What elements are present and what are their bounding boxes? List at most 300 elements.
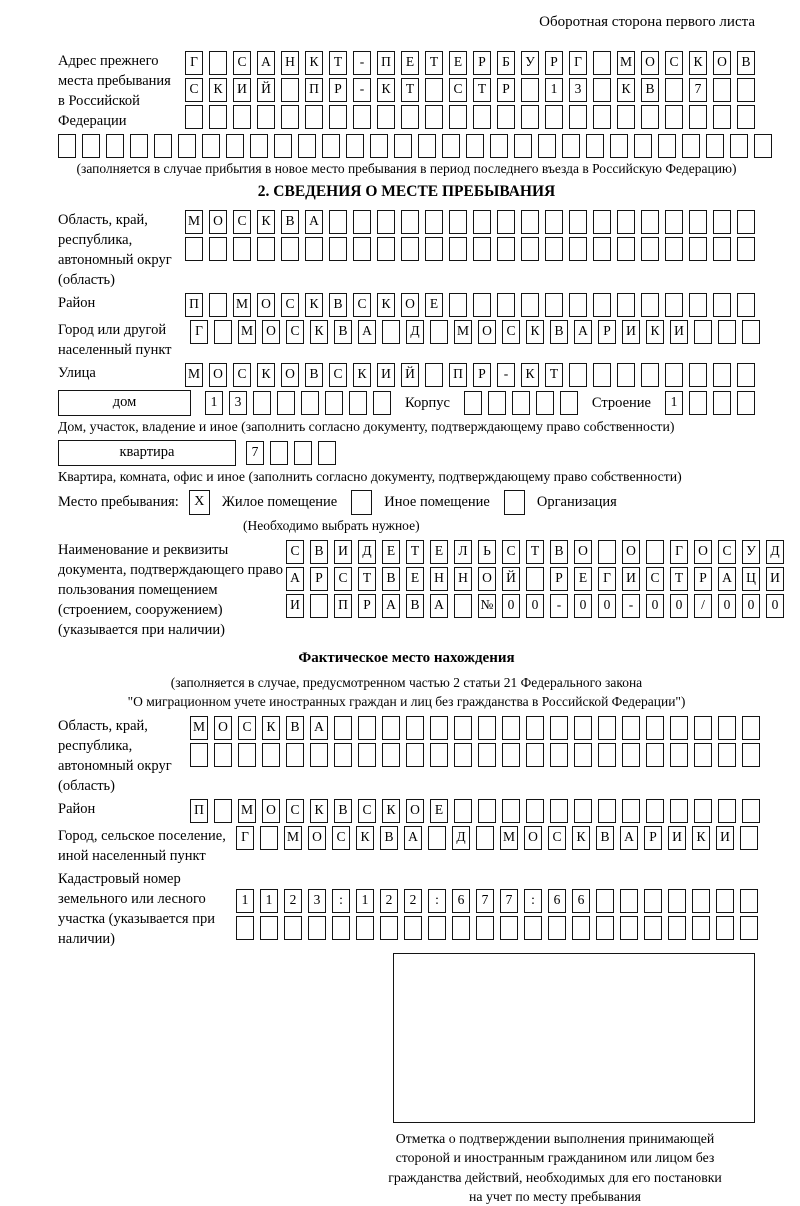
- city-label: Город или другой населенный пункт: [58, 322, 172, 358]
- char-cell: И: [670, 320, 688, 344]
- char-cell: А: [574, 320, 592, 344]
- char-cell: Г: [236, 826, 254, 850]
- char-cell: С: [233, 363, 251, 387]
- char-cell: -: [353, 51, 371, 75]
- char-cell: К: [257, 210, 275, 234]
- field-cadastral: [58, 869, 755, 949]
- char-cell: М: [454, 320, 472, 344]
- char-cell: [586, 134, 604, 158]
- char-cell: О: [713, 51, 731, 75]
- char-cell: [452, 916, 470, 940]
- char-cell: Р: [473, 363, 491, 387]
- char-cell: А: [430, 594, 448, 618]
- char-cell: В: [305, 363, 323, 387]
- char-cell: 1: [356, 889, 374, 913]
- char-cell: К: [257, 363, 275, 387]
- char-cell: С: [281, 293, 299, 317]
- char-grid-cadastral-1: [236, 889, 758, 913]
- char-cell: Р: [550, 567, 568, 591]
- char-cell: [329, 105, 347, 129]
- char-cell: [742, 743, 760, 767]
- stamp-caption-line-3: гражданства действий, необходимых для его постановки: [388, 1169, 722, 1185]
- char-cell: [644, 889, 662, 913]
- char-cell: [305, 105, 323, 129]
- char-cell: А: [310, 716, 328, 740]
- stamp-caption-line-4: на учет по месту пребывания: [469, 1188, 641, 1204]
- char-cell: [497, 293, 515, 317]
- stay-type-note: (Необходимо выбрать нужное): [243, 518, 420, 533]
- char-cell: В: [329, 293, 347, 317]
- char-cell: [401, 210, 419, 234]
- char-grid-prev-address-2: [185, 78, 755, 102]
- char-cell: Ь: [478, 540, 496, 564]
- korpus-label: Корпус: [405, 395, 450, 411]
- page-title: Оборотная сторона первого листа: [539, 14, 755, 30]
- char-cell: [488, 391, 506, 415]
- stay-type-row: [58, 490, 755, 515]
- char-cell: С: [233, 51, 251, 75]
- field-document: [58, 540, 780, 640]
- char-cell: [358, 716, 376, 740]
- char-cell: [185, 105, 203, 129]
- char-cell: [569, 237, 587, 261]
- stamp-box: [393, 953, 755, 1123]
- char-cell: К: [377, 293, 395, 317]
- char-cell: [454, 799, 472, 823]
- stay-type-option-organization: Организация: [536, 494, 617, 510]
- char-cell: [598, 799, 616, 823]
- char-cell: [545, 293, 563, 317]
- char-cell: [353, 210, 371, 234]
- char-cell: [737, 363, 755, 387]
- char-cell: А: [305, 210, 323, 234]
- char-cell: [689, 237, 707, 261]
- char-cell: [502, 716, 520, 740]
- char-cell: [593, 51, 611, 75]
- char-grid-factual-region-1: [190, 716, 760, 740]
- char-cell: [356, 916, 374, 940]
- char-cell: [106, 134, 124, 158]
- field-street: [58, 363, 755, 387]
- char-grid-city: [190, 320, 760, 344]
- char-cell: 1: [236, 889, 254, 913]
- char-cell: С: [358, 799, 376, 823]
- char-cell: [545, 105, 563, 129]
- char-cell: [694, 716, 712, 740]
- char-cell: [670, 716, 688, 740]
- char-cell: [737, 391, 755, 415]
- char-cell: Е: [430, 799, 448, 823]
- char-cell: С: [238, 716, 256, 740]
- char-cell: Р: [329, 78, 347, 102]
- previous-address-note: (заполняется в случае прибытия в новое место пребывания в период последнего въезда в Российскую Федерацию): [76, 161, 737, 176]
- char-cell: [598, 743, 616, 767]
- char-cell: [646, 716, 664, 740]
- char-cell: /: [694, 594, 712, 618]
- char-cell: М: [238, 320, 256, 344]
- char-cell: [596, 889, 614, 913]
- char-cell: Д: [358, 540, 376, 564]
- char-cell: У: [521, 51, 539, 75]
- char-cell: [428, 916, 446, 940]
- char-cell: Е: [382, 540, 400, 564]
- char-cell: [526, 716, 544, 740]
- field-city: [58, 320, 755, 360]
- char-cell: К: [305, 51, 323, 75]
- char-cell: М: [500, 826, 518, 850]
- char-cell: В: [550, 320, 568, 344]
- char-cell: [574, 799, 592, 823]
- char-cell: [497, 210, 515, 234]
- char-cell: [500, 916, 518, 940]
- char-cell: [332, 916, 350, 940]
- char-cell: [593, 293, 611, 317]
- field-factual-region: [58, 716, 755, 796]
- char-cell: [694, 743, 712, 767]
- char-cell: [737, 78, 755, 102]
- section2-title: 2. СВЕДЕНИЯ О МЕСТЕ ПРЕБЫВАНИЯ: [257, 183, 556, 200]
- char-cell: Г: [569, 51, 587, 75]
- char-cell: К: [572, 826, 590, 850]
- char-cell: [449, 293, 467, 317]
- char-cell: О: [209, 210, 227, 234]
- factual-region-label: Область, край, республика, автономный округ (область): [58, 718, 172, 794]
- char-cell: К: [305, 293, 323, 317]
- char-cell: [740, 916, 758, 940]
- char-cell: С: [334, 567, 352, 591]
- char-cell: В: [281, 210, 299, 234]
- char-cell: [358, 743, 376, 767]
- stay-type-checkbox-organization: [504, 490, 525, 515]
- char-cell: [233, 237, 251, 261]
- char-cell: И: [716, 826, 734, 850]
- char-cell: [473, 210, 491, 234]
- char-cell: В: [382, 567, 400, 591]
- char-cell: [250, 134, 268, 158]
- char-cell: В: [334, 799, 352, 823]
- char-cell: [646, 540, 664, 564]
- char-cell: Д: [452, 826, 470, 850]
- char-cell: [154, 134, 172, 158]
- char-cell: [185, 237, 203, 261]
- char-cell: [425, 105, 443, 129]
- stamp-caption-line-2: стороной и иностранным гражданином или лицом без: [395, 1150, 715, 1166]
- char-cell: [305, 237, 323, 261]
- char-cell: [214, 320, 232, 344]
- char-cell: [178, 134, 196, 158]
- char-cell: [401, 105, 419, 129]
- char-cell: [622, 743, 640, 767]
- char-cell: [418, 134, 436, 158]
- char-cell: И: [377, 363, 395, 387]
- char-cell: [214, 743, 232, 767]
- char-cell: 7: [476, 889, 494, 913]
- char-grid-factual-district: [190, 799, 760, 823]
- char-cell: Г: [190, 320, 208, 344]
- char-cell: [377, 210, 395, 234]
- char-cell: [334, 716, 352, 740]
- char-cell: В: [310, 540, 328, 564]
- char-cell: П: [377, 51, 395, 75]
- char-cell: [82, 134, 100, 158]
- char-cell: [716, 889, 734, 913]
- char-cell: И: [334, 540, 352, 564]
- char-cell: С: [286, 320, 304, 344]
- document-label: Наименование и реквизиты документа, подтверждающего право пользования помещением (строением, сооружением) (указывается при наличии): [58, 542, 284, 638]
- char-cell: О: [262, 799, 280, 823]
- char-cell: 1: [545, 78, 563, 102]
- char-grid-document-2: [286, 567, 784, 591]
- char-cell: Т: [670, 567, 688, 591]
- house-box-label: дом: [58, 390, 191, 416]
- char-cell: [406, 743, 424, 767]
- char-cell: [428, 826, 446, 850]
- char-cell: [665, 293, 683, 317]
- char-cell: К: [356, 826, 374, 850]
- char-cell: [404, 916, 422, 940]
- char-cell: [209, 237, 227, 261]
- char-cell: [622, 716, 640, 740]
- char-cell: А: [718, 567, 736, 591]
- char-cell: [253, 391, 271, 415]
- char-cell: 1: [665, 391, 683, 415]
- char-cell: [226, 134, 244, 158]
- char-cell: Р: [497, 78, 515, 102]
- char-cell: [473, 293, 491, 317]
- char-cell: [730, 134, 748, 158]
- char-grid-document-1: [286, 540, 784, 564]
- char-cell: К: [382, 799, 400, 823]
- char-cell: [502, 799, 520, 823]
- char-cell: [286, 743, 304, 767]
- char-cell: В: [380, 826, 398, 850]
- char-cell: [668, 889, 686, 913]
- house-note: Дом, участок, владение и иное (заполнить согласно документу, подтверждающему право собственности): [58, 419, 675, 434]
- char-cell: Н: [454, 567, 472, 591]
- field-apartment-row: [58, 440, 755, 466]
- char-cell: Г: [185, 51, 203, 75]
- char-cell: [713, 210, 731, 234]
- char-cell: Т: [401, 78, 419, 102]
- char-cell: [545, 210, 563, 234]
- char-cell: [617, 363, 635, 387]
- char-grid-region-2: [185, 237, 755, 261]
- char-cell: 2: [404, 889, 422, 913]
- char-cell: [689, 293, 707, 317]
- char-cell: 0: [574, 594, 592, 618]
- stamp-caption: [355, 1129, 755, 1206]
- char-cell: [214, 799, 232, 823]
- char-cell: [617, 105, 635, 129]
- char-cell: Е: [425, 293, 443, 317]
- char-cell: К: [310, 799, 328, 823]
- char-cell: О: [209, 363, 227, 387]
- stay-type-option-other: Иное помещение: [384, 494, 490, 510]
- char-cell: И: [622, 320, 640, 344]
- char-cell: [260, 916, 278, 940]
- char-cell: Е: [449, 51, 467, 75]
- char-cell: С: [286, 799, 304, 823]
- char-cell: [737, 210, 755, 234]
- field-factual-city: [58, 826, 755, 866]
- char-cell: 6: [452, 889, 470, 913]
- char-cell: [713, 237, 731, 261]
- char-grid-region-1: [185, 210, 755, 234]
- char-cell: [550, 743, 568, 767]
- char-cell: П: [305, 78, 323, 102]
- char-cell: О: [308, 826, 326, 850]
- stamp-caption-line-1: Отметка о подтверждении выполнения принимающей: [395, 1131, 715, 1146]
- char-grid-district: [185, 293, 755, 317]
- char-cell: И: [766, 567, 784, 591]
- street-label: Улица: [58, 365, 96, 381]
- char-grid-prev-address-1: [185, 51, 755, 75]
- char-cell: [740, 826, 758, 850]
- char-cell: [394, 134, 412, 158]
- char-cell: В: [286, 716, 304, 740]
- char-cell: [742, 799, 760, 823]
- char-cell: [536, 391, 554, 415]
- char-cell: 0: [502, 594, 520, 618]
- char-cell: [598, 716, 616, 740]
- char-cell: [406, 716, 424, 740]
- char-cell: [526, 799, 544, 823]
- char-cell: [620, 916, 638, 940]
- char-cell: В: [641, 78, 659, 102]
- char-cell: Е: [574, 567, 592, 591]
- char-cell: 7: [689, 78, 707, 102]
- char-cell: [562, 134, 580, 158]
- char-cell: О: [574, 540, 592, 564]
- char-cell: О: [262, 320, 280, 344]
- char-cell: [449, 237, 467, 261]
- char-cell: [476, 916, 494, 940]
- char-cell: [689, 391, 707, 415]
- char-cell: П: [190, 799, 208, 823]
- field-previous-address: [58, 51, 755, 131]
- char-cell: [641, 105, 659, 129]
- char-cell: [454, 743, 472, 767]
- char-cell: [346, 134, 364, 158]
- char-cell: О: [257, 293, 275, 317]
- char-cell: 1: [205, 391, 223, 415]
- char-cell: Р: [545, 51, 563, 75]
- char-cell: М: [185, 363, 203, 387]
- char-cell: 6: [572, 889, 590, 913]
- char-cell: [713, 78, 731, 102]
- factual-note-1: (заполняется в случае, предусмотренном частью 2 статьи 21 Федерального закона: [170, 675, 643, 690]
- char-cell: В: [334, 320, 352, 344]
- char-cell: [430, 716, 448, 740]
- char-cell: [634, 134, 652, 158]
- char-cell: Й: [401, 363, 419, 387]
- char-cell: [322, 134, 340, 158]
- char-cell: Л: [454, 540, 472, 564]
- char-cell: 7: [246, 441, 264, 465]
- char-cell: [596, 916, 614, 940]
- char-cell: И: [668, 826, 686, 850]
- char-cell: [497, 237, 515, 261]
- char-cell: С: [233, 210, 251, 234]
- char-cell: [370, 134, 388, 158]
- char-cell: [310, 743, 328, 767]
- stroenie-label: Строение: [591, 395, 651, 411]
- char-cell: [593, 237, 611, 261]
- char-cell: С: [646, 567, 664, 591]
- char-cell: [466, 134, 484, 158]
- factual-note-2: "О миграционном учете иностранных граждан и лиц без гражданства в Российской Федерации"): [127, 694, 686, 709]
- field-region: [58, 210, 755, 290]
- char-cell: [641, 210, 659, 234]
- char-cell: [694, 799, 712, 823]
- char-cell: Й: [502, 567, 520, 591]
- char-cell: [281, 105, 299, 129]
- char-cell: 0: [718, 594, 736, 618]
- char-cell: С: [353, 293, 371, 317]
- char-cell: :: [428, 889, 446, 913]
- char-cell: [617, 293, 635, 317]
- char-cell: [569, 210, 587, 234]
- char-cell: [694, 320, 712, 344]
- char-cell: [476, 826, 494, 850]
- char-cell: 3: [229, 391, 247, 415]
- char-cell: [310, 594, 328, 618]
- char-cell: [236, 916, 254, 940]
- char-cell: [550, 799, 568, 823]
- char-cell: В: [406, 594, 424, 618]
- char-cell: [713, 293, 731, 317]
- char-cell: [284, 916, 302, 940]
- char-cell: [569, 293, 587, 317]
- char-cell: И: [286, 594, 304, 618]
- char-cell: Т: [358, 567, 376, 591]
- char-cell: [464, 391, 482, 415]
- char-cell: О: [641, 51, 659, 75]
- char-cell: [449, 105, 467, 129]
- char-cell: [716, 916, 734, 940]
- char-cell: [718, 799, 736, 823]
- char-cell: [425, 237, 443, 261]
- char-cell: [670, 799, 688, 823]
- char-cell: [318, 441, 336, 465]
- char-cell: [740, 889, 758, 913]
- char-cell: С: [332, 826, 350, 850]
- char-cell: М: [617, 51, 635, 75]
- char-cell: Р: [310, 567, 328, 591]
- char-cell: Р: [694, 567, 712, 591]
- char-cell: [209, 293, 227, 317]
- char-cell: [737, 237, 755, 261]
- char-cell: 3: [308, 889, 326, 913]
- char-cell: С: [548, 826, 566, 850]
- char-cell: [548, 916, 566, 940]
- char-cell: [209, 105, 227, 129]
- char-cell: [294, 441, 312, 465]
- char-cell: -: [622, 594, 640, 618]
- char-cell: У: [742, 540, 760, 564]
- char-cell: [209, 51, 227, 75]
- char-cell: М: [284, 826, 302, 850]
- previous-address-label: Адрес прежнего места пребывания в Российской Федерации: [58, 53, 171, 129]
- char-cell: Б: [497, 51, 515, 75]
- char-cell: [425, 363, 443, 387]
- stay-type-checkbox-residential: X: [189, 490, 210, 515]
- char-cell: О: [401, 293, 419, 317]
- char-cell: [689, 210, 707, 234]
- char-cell: С: [718, 540, 736, 564]
- char-cell: [442, 134, 460, 158]
- char-cell: В: [550, 540, 568, 564]
